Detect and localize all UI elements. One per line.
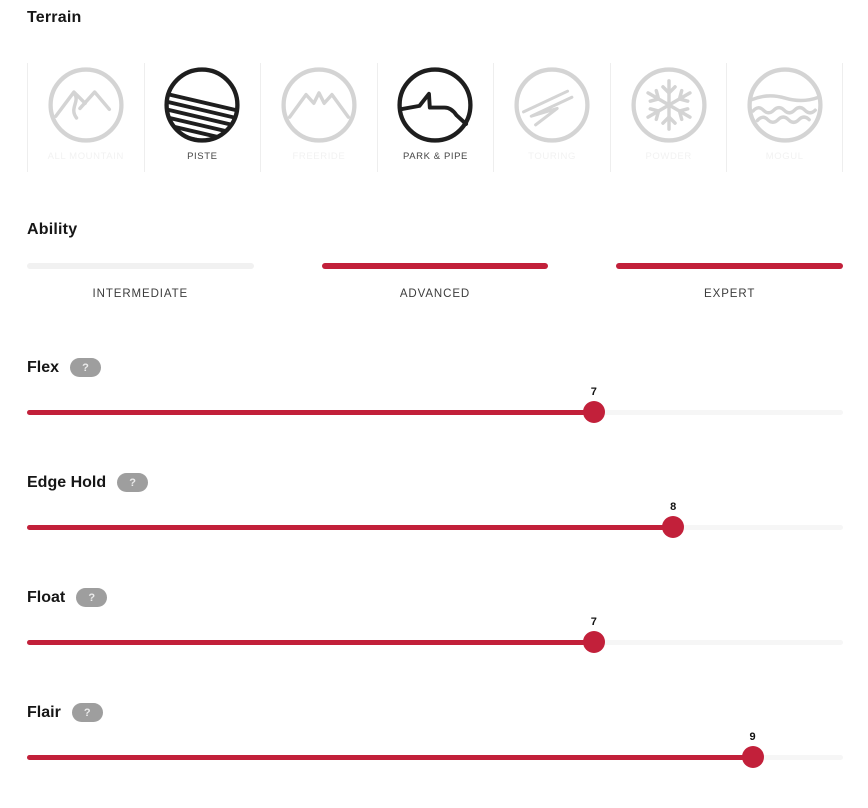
terrain-selector [27, 63, 843, 172]
flex-heading: Flex [27, 359, 60, 376]
touring-icon [514, 67, 590, 143]
terrain-option-label: PARK & PIPE [402, 151, 468, 162]
slider-value: 7 [590, 616, 597, 628]
ability-option-expert[interactable] [616, 263, 843, 300]
ability-bar [322, 263, 549, 269]
terrain-option-label: MOGUL [765, 151, 804, 162]
help-icon[interactable]: ? [70, 358, 101, 377]
mogul-icon [747, 67, 823, 143]
flair-slider[interactable] [27, 731, 843, 768]
terrain-option-label: TOURING [528, 151, 576, 162]
terrain-option-all-mountain[interactable] [27, 63, 144, 172]
terrain-option-label: FREERIDE [292, 151, 346, 162]
terrain-option-mogul[interactable] [726, 63, 843, 172]
freeride-icon [281, 67, 357, 143]
help-icon[interactable]: ? [117, 473, 148, 492]
slider-fill [27, 640, 594, 645]
ability-option-advanced[interactable] [322, 263, 549, 300]
help-icon[interactable]: ? [76, 588, 107, 607]
slider-fill [27, 410, 594, 415]
flair-slider-handle[interactable] [742, 731, 764, 768]
flair-heading: Flair [27, 704, 61, 721]
ability-bar [27, 263, 254, 269]
park-pipe-icon [397, 67, 473, 143]
slider-fill [27, 525, 673, 530]
slider-fill [27, 755, 753, 760]
terrain-option-label: POWDER [645, 151, 692, 162]
piste-icon [164, 67, 240, 143]
help-icon[interactable]: ? [72, 703, 103, 722]
ability-option-label: INTERMEDIATE [92, 288, 189, 300]
float-heading: Float [27, 589, 66, 606]
edge-hold-heading: Edge Hold [27, 474, 107, 491]
terrain-option-piste[interactable] [144, 63, 261, 172]
slider-value: 8 [670, 501, 677, 513]
flex-section [27, 358, 843, 423]
slider-value: 9 [749, 731, 756, 743]
ability-option-label: EXPERT [704, 288, 756, 300]
powder-icon [631, 67, 707, 143]
ability-option-label: ADVANCED [399, 288, 471, 300]
edge-hold-section [27, 473, 843, 538]
terrain-heading: Terrain [27, 9, 82, 26]
float-section [27, 588, 843, 653]
terrain-option-powder[interactable] [610, 63, 727, 172]
terrain-option-freeride[interactable] [260, 63, 377, 172]
flair-section [27, 703, 843, 768]
terrain-option-label: PISTE [187, 151, 218, 162]
flex-slider-handle[interactable] [583, 386, 605, 423]
ability-heading: Ability [27, 221, 78, 238]
float-slider[interactable] [27, 616, 843, 653]
ability-option-intermediate[interactable] [27, 263, 254, 300]
ability-selector [27, 263, 843, 300]
edge-hold-slider-handle[interactable] [662, 501, 684, 538]
terrain-option-park-pipe[interactable] [377, 63, 494, 172]
float-slider-handle[interactable] [583, 616, 605, 653]
terrain-option-touring[interactable] [493, 63, 610, 172]
slider-value: 7 [590, 386, 597, 398]
ability-bar [616, 263, 843, 269]
edge-hold-slider[interactable] [27, 501, 843, 538]
flex-slider[interactable] [27, 386, 843, 423]
terrain-option-label: ALL MOUNTAIN [47, 151, 124, 162]
all-mountain-icon [48, 67, 124, 143]
